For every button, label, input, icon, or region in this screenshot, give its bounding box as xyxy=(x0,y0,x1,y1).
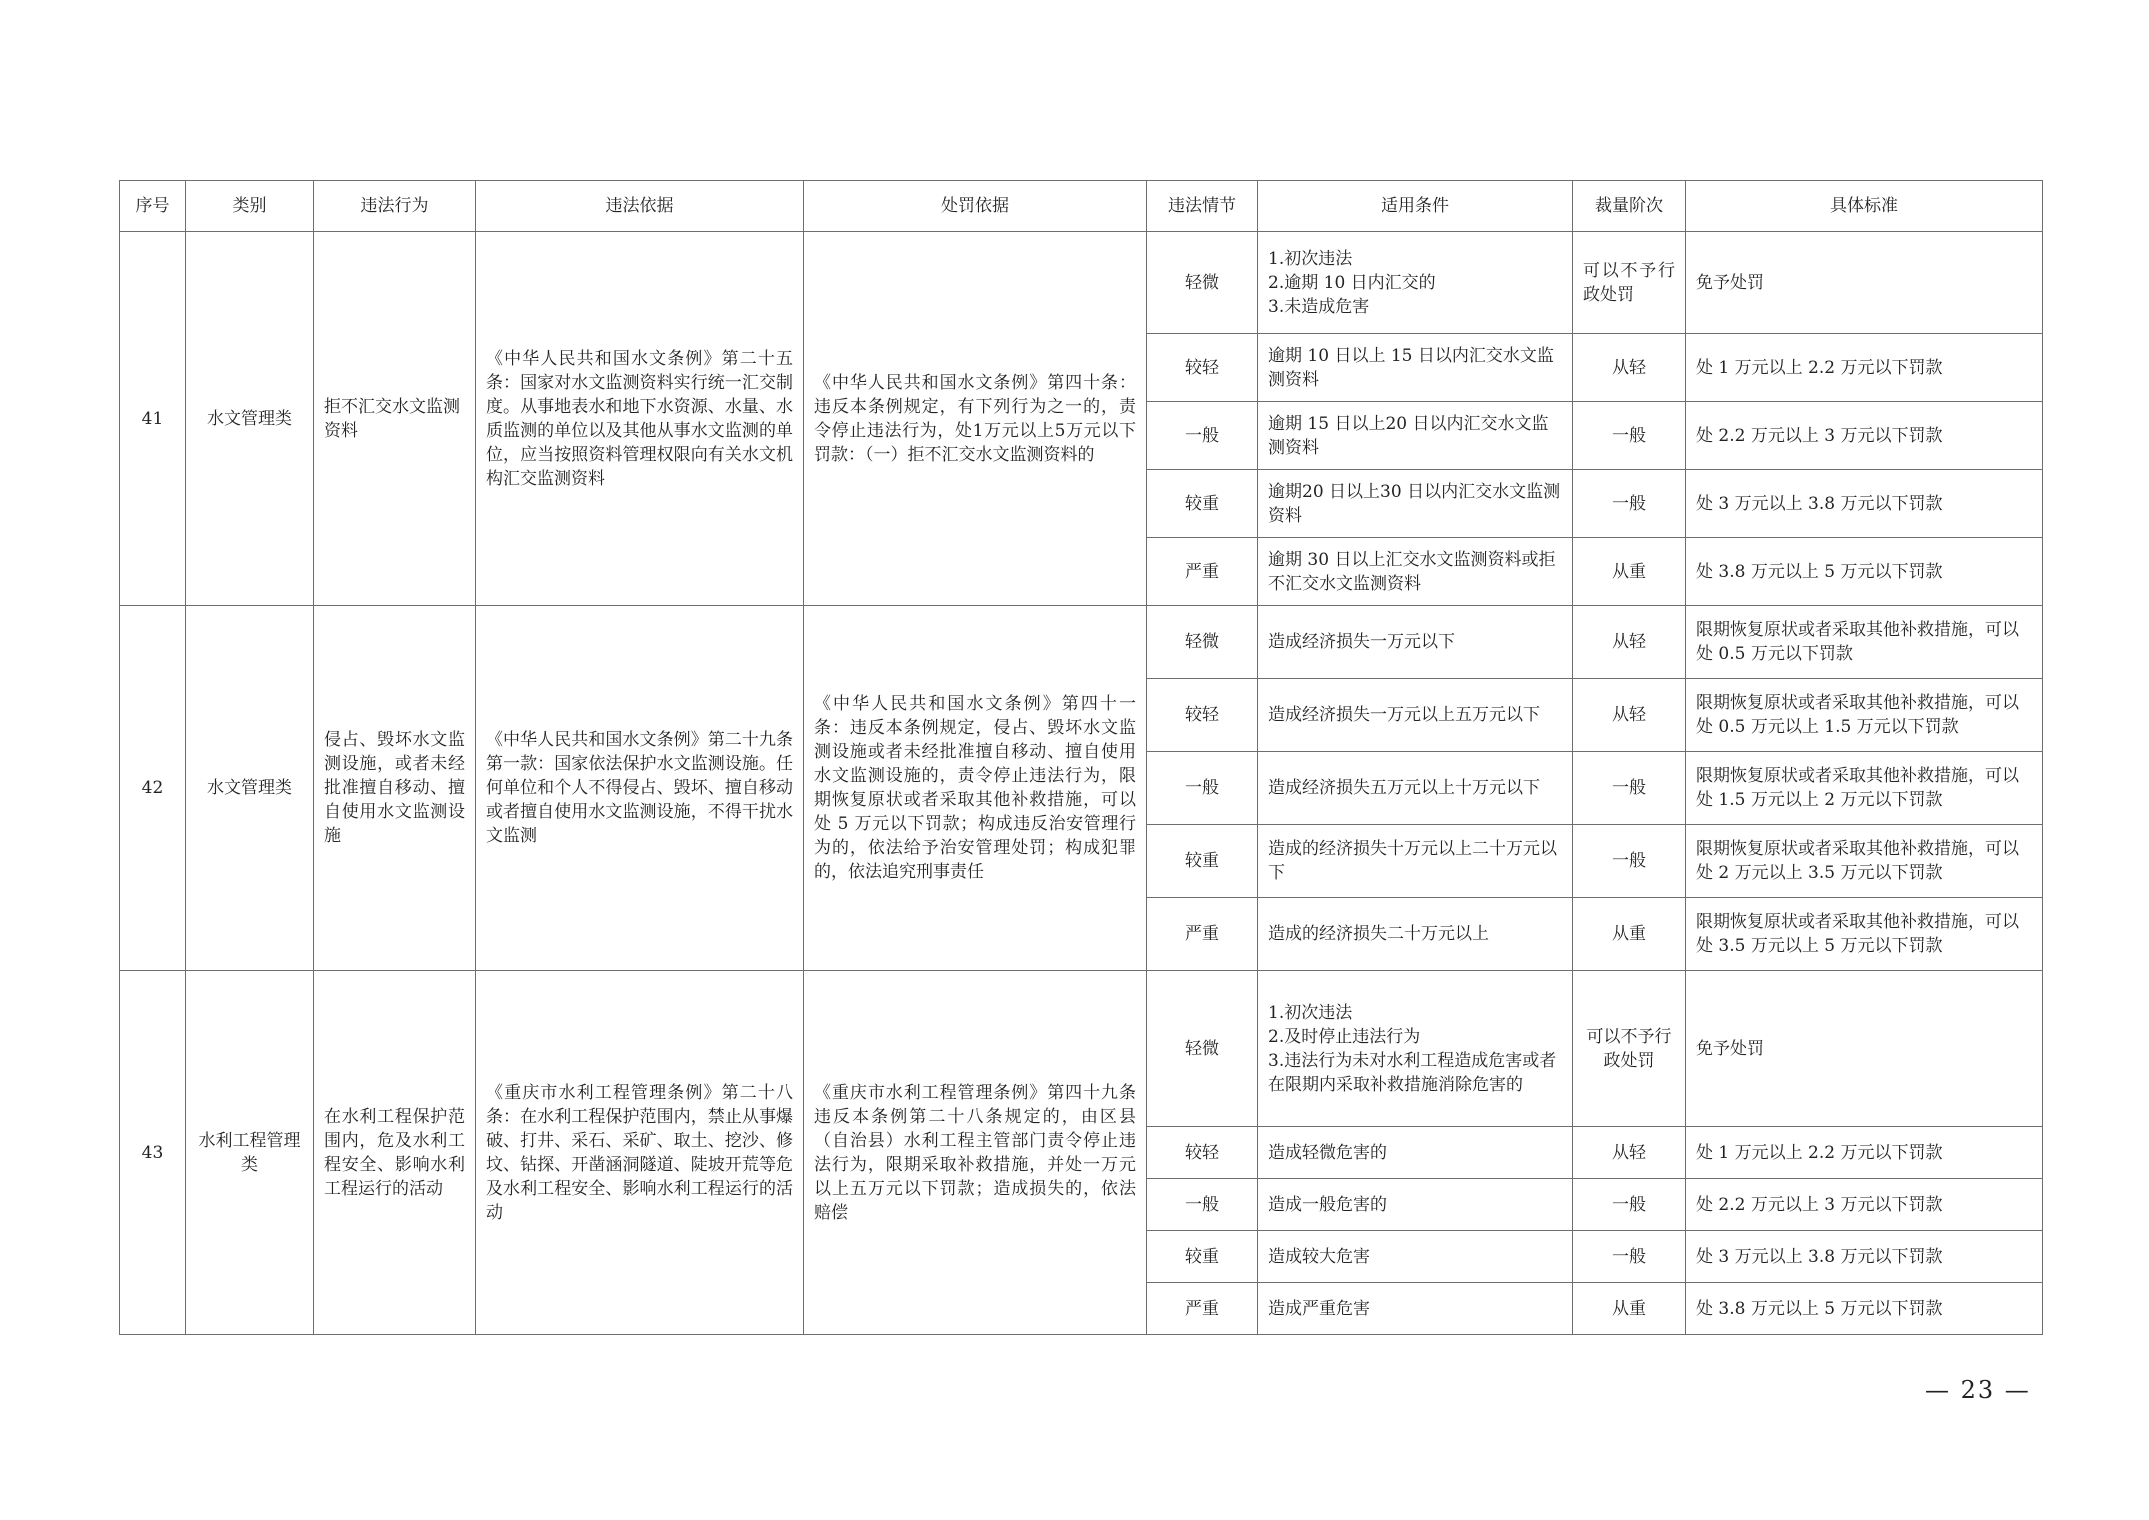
row-tier: 一般 xyxy=(1573,1179,1686,1231)
header-no: 序号 xyxy=(120,181,186,232)
row-penalty-basis: 《中华人民共和国水文条例》第四十一条：违反本条例规定，侵占、毁坏水文监测设施或者未经批准擅自移动、擅自使用水文监测设施的，责令停止违法行为，限期恢复原状或者采取其他补救措施，可以处 5 万元以下罚款；构成违反治安管理行为的，依法给予治安管理处罚；构成犯罪的，依法追究刑事责任 xyxy=(804,606,1147,971)
table-row xyxy=(120,606,2043,679)
row-condition: 造成轻微危害的 xyxy=(1258,1127,1573,1179)
row-standard: 免予处罚 xyxy=(1686,971,2043,1127)
row-tier: 从轻 xyxy=(1573,334,1686,402)
row-condition: 造成经济损失一万元以上五万元以下 xyxy=(1258,679,1573,752)
row-standard: 处 1 万元以上 2.2 万元以下罚款 xyxy=(1686,1127,2043,1179)
row-tier: 从轻 xyxy=(1573,679,1686,752)
row-violation: 拒不汇交水文监测资料 xyxy=(314,232,476,606)
row-standard: 免予处罚 xyxy=(1686,232,2043,334)
header-violation: 违法行为 xyxy=(314,181,476,232)
row-level: 一般 xyxy=(1147,1179,1258,1231)
row-level: 轻微 xyxy=(1147,971,1258,1127)
row-level: 一般 xyxy=(1147,402,1258,470)
row-level: 轻微 xyxy=(1147,232,1258,334)
row-basis: 《中华人民共和国水文条例》第二十九条第一款：国家依法保护水文监测设施。任何单位和个人不得侵占、毁坏、擅自移动或者擅自使用水文监测设施，不得干扰水文监测 xyxy=(476,606,804,971)
row-tier: 可以不予行政处罚 xyxy=(1573,971,1686,1127)
row-condition: 造成一般危害的 xyxy=(1258,1179,1573,1231)
row-tier: 一般 xyxy=(1573,1231,1686,1283)
row-standard: 处 3.8 万元以上 5 万元以下罚款 xyxy=(1686,1283,2043,1335)
row-condition: 1.初次违法 2.及时停止违法行为 3.违法行为未对水利工程造成危害或者在限期内采取补救措施消除危害的 xyxy=(1258,971,1573,1127)
header-tier: 裁量阶次 xyxy=(1573,181,1686,232)
row-tier: 从轻 xyxy=(1573,606,1686,679)
row-basis: 《中华人民共和国水文条例》第二十五条：国家对水文监测资料实行统一汇交制度。从事地表水和地下水资源、水量、水质监测的单位以及其他从事水文监测的单位，应当按照资料管理权限向有关水文机构汇交监测资料 xyxy=(476,232,804,606)
row-standard: 限期恢复原状或者采取其他补救措施，可以处 0.5 万元以上 1.5 万元以下罚款 xyxy=(1686,679,2043,752)
row-tier: 从重 xyxy=(1573,1283,1686,1335)
row-level: 较重 xyxy=(1147,825,1258,898)
row-tier: 从轻 xyxy=(1573,1127,1686,1179)
header-basis: 违法依据 xyxy=(476,181,804,232)
row-standard: 限期恢复原状或者采取其他补救措施，可以处 3.5 万元以上 5 万元以下罚款 xyxy=(1686,898,2043,971)
row-condition: 1.初次违法 2.逾期 10 日内汇交的 3.未造成危害 xyxy=(1258,232,1573,334)
row-no: 41 xyxy=(120,232,186,606)
row-tier: 一般 xyxy=(1573,825,1686,898)
row-tier: 从重 xyxy=(1573,898,1686,971)
header-level: 违法情节 xyxy=(1147,181,1258,232)
row-level: 严重 xyxy=(1147,898,1258,971)
row-level: 轻微 xyxy=(1147,606,1258,679)
row-condition: 造成的经济损失十万元以上二十万元以下 xyxy=(1258,825,1573,898)
row-level: 严重 xyxy=(1147,1283,1258,1335)
row-violation: 在水利工程保护范围内，危及水利工程安全、影响水利工程运行的活动 xyxy=(314,971,476,1335)
row-penalty-basis: 《中华人民共和国水文条例》第四十条：违反本条例规定，有下列行为之一的，责令停止违法行为，处1万元以上5万元以下罚款：（一）拒不汇交水文监测资料的 xyxy=(804,232,1147,606)
row-standard: 限期恢复原状或者采取其他补救措施，可以处 0.5 万元以下罚款 xyxy=(1686,606,2043,679)
row-no: 42 xyxy=(120,606,186,971)
header-row xyxy=(120,181,2043,232)
row-tier: 从重 xyxy=(1573,538,1686,606)
row-level: 较重 xyxy=(1147,470,1258,538)
row-category: 水文管理类 xyxy=(186,606,314,971)
row-condition: 造成严重危害 xyxy=(1258,1283,1573,1335)
row-level: 严重 xyxy=(1147,538,1258,606)
row-basis: 《重庆市水利工程管理条例》第二十八条：在水利工程保护范围内，禁止从事爆破、打井、采石、采矿、取土、挖沙、修坟、钻探、开凿涵洞隧道、陡坡开荒等危及水利工程安全、影响水利工程运行的活动 xyxy=(476,971,804,1335)
row-standard: 限期恢复原状或者采取其他补救措施，可以处 1.5 万元以上 2 万元以下罚款 xyxy=(1686,752,2043,825)
table-row xyxy=(120,232,2043,334)
row-condition: 造成经济损失五万元以上十万元以下 xyxy=(1258,752,1573,825)
header-standard: 具体标准 xyxy=(1686,181,2043,232)
row-penalty-basis: 《重庆市水利工程管理条例》第四十九条违反本条例第二十八条规定的，由区县（自治县）水利工程主管部门责令停止违法行为，限期采取补救措施，并处一万元以上五万元以下罚款；造成损失的，依法赔偿 xyxy=(804,971,1147,1335)
row-standard: 处 2.2 万元以上 3 万元以下罚款 xyxy=(1686,1179,2043,1231)
row-condition: 造成经济损失一万元以下 xyxy=(1258,606,1573,679)
header-category: 类别 xyxy=(186,181,314,232)
row-level: 较轻 xyxy=(1147,1127,1258,1179)
row-category: 水文管理类 xyxy=(186,232,314,606)
penalty-standard-table xyxy=(119,180,2043,1335)
row-tier: 一般 xyxy=(1573,470,1686,538)
row-tier: 一般 xyxy=(1573,402,1686,470)
row-condition: 逾期 15 日以上20 日以内汇交水文监测资料 xyxy=(1258,402,1573,470)
row-condition: 逾期 10 日以上 15 日以内汇交水文监测资料 xyxy=(1258,334,1573,402)
header-condition: 适用条件 xyxy=(1258,181,1573,232)
row-condition: 逾期20 日以上30 日以内汇交水文监测资料 xyxy=(1258,470,1573,538)
row-standard: 处 3 万元以上 3.8 万元以下罚款 xyxy=(1686,1231,2043,1283)
row-standard: 处 3 万元以上 3.8 万元以下罚款 xyxy=(1686,470,2043,538)
row-level: 较重 xyxy=(1147,1231,1258,1283)
row-standard: 处 1 万元以上 2.2 万元以下罚款 xyxy=(1686,334,2043,402)
page-number: — 23 — xyxy=(1925,1376,2031,1404)
row-category: 水利工程管理类 xyxy=(186,971,314,1335)
row-condition: 逾期 30 日以上汇交水文监测资料或拒不汇交水文监测资料 xyxy=(1258,538,1573,606)
row-level: 一般 xyxy=(1147,752,1258,825)
row-condition: 造成较大危害 xyxy=(1258,1231,1573,1283)
row-condition: 造成的经济损失二十万元以上 xyxy=(1258,898,1573,971)
row-standard: 限期恢复原状或者采取其他补救措施，可以处 2 万元以上 3.5 万元以下罚款 xyxy=(1686,825,2043,898)
row-violation: 侵占、毁坏水文监测设施，或者未经批准擅自移动、擅自使用水文监测设施 xyxy=(314,606,476,971)
row-level: 较轻 xyxy=(1147,679,1258,752)
row-tier: 一般 xyxy=(1573,752,1686,825)
row-standard: 处 3.8 万元以上 5 万元以下罚款 xyxy=(1686,538,2043,606)
row-standard: 处 2.2 万元以上 3 万元以下罚款 xyxy=(1686,402,2043,470)
header-penalty-basis: 处罚依据 xyxy=(804,181,1147,232)
row-level: 较轻 xyxy=(1147,334,1258,402)
row-no: 43 xyxy=(120,971,186,1335)
row-tier: 可以不予行政处罚 xyxy=(1573,232,1686,334)
table-row xyxy=(120,971,2043,1127)
